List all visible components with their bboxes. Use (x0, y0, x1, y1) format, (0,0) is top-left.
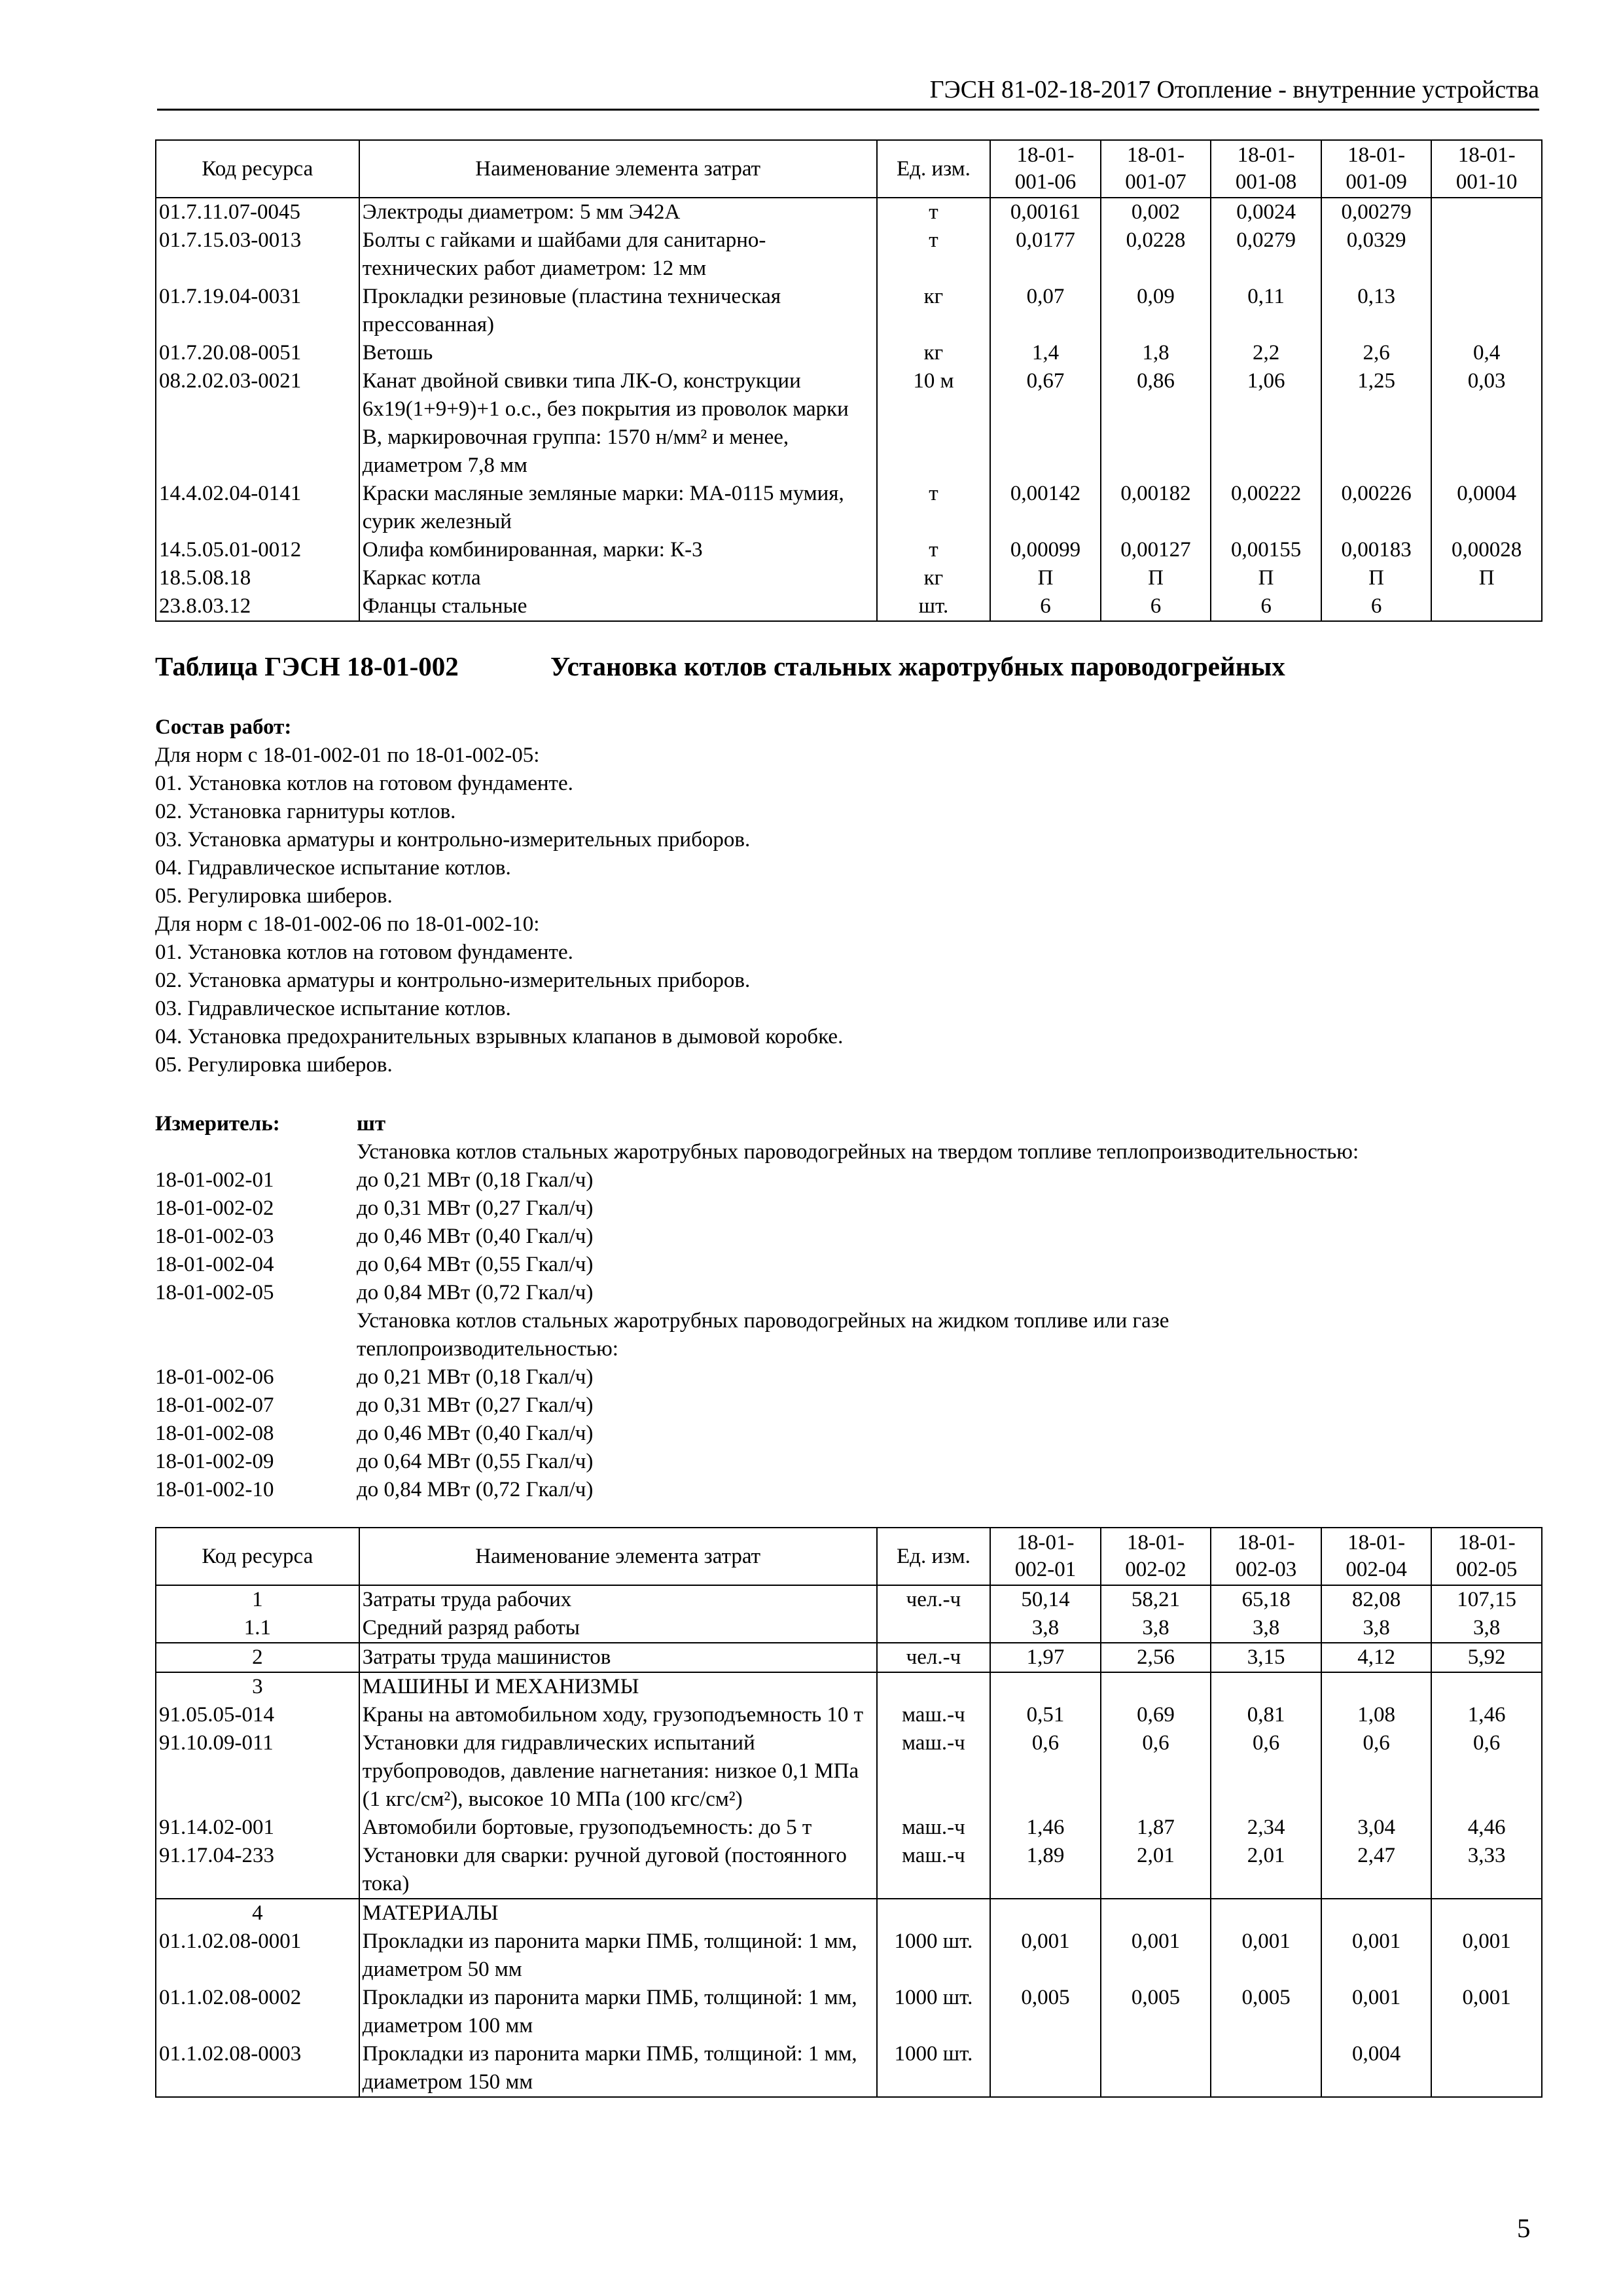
norm-value: 0,6 (990, 1729, 1101, 1814)
norm-value: 0,00155 (1211, 536, 1321, 564)
norm-value: 6 (1321, 592, 1432, 621)
norm-description: Установка котлов стальных жаротрубных пароводогрейных на твердом топливе теплопроизводительностью: (357, 1140, 1359, 1164)
table-number: Таблица ГЭСН 18-01-002 (155, 651, 459, 681)
norm-description: до 0,21 МВт (0,18 Гкал/ч) (357, 1168, 594, 1192)
norm-value: 0,09 (1101, 283, 1211, 339)
resource-code: 23.8.03.12 (156, 592, 359, 621)
works-line: 02. Установка гарнитуры котлов. (155, 800, 456, 823)
meter-unit: шт (357, 1112, 386, 1136)
norm-value: 0,001 (1431, 1928, 1542, 1984)
resource-unit: 1000 шт. (877, 2040, 991, 2097)
page-header: ГЭСН 81-02-18-2017 Отопление - внутренние устройства (157, 73, 1539, 111)
works-line: Для норм с 18-01-002-06 по 18-01-002-10: (155, 912, 540, 936)
resource-name: Ветошь (359, 339, 877, 367)
norm-value: 65,18 (1211, 1585, 1321, 1614)
resource-unit: кг (877, 564, 991, 592)
norm-value: 0,6 (1431, 1729, 1542, 1814)
meter-block (155, 1110, 1543, 1504)
norm-value: 0,00183 (1321, 536, 1432, 564)
norm-value: 0,004 (1321, 2040, 1432, 2097)
col-header-norm: 18-01- 002-05 (1431, 1528, 1542, 1585)
table-name: Установка котлов стальных жаротрубных пароводогрейных (550, 651, 1285, 681)
meter-row (155, 1391, 1543, 1420)
table-row (156, 592, 1542, 621)
norm-value (1431, 226, 1542, 283)
norm-value: 0,00142 (990, 480, 1101, 536)
col-header-norm: 18-01- 002-04 (1321, 1528, 1432, 1585)
table-row (156, 1585, 1542, 1614)
norm-code: 18-01-002-04 (155, 1253, 274, 1276)
norm-value: 0,00028 (1431, 536, 1542, 564)
resource-name: Болты с гайками и шайбами для санитарно-технических работ диаметром: 12 мм (359, 226, 877, 283)
resource-unit: т (877, 536, 991, 564)
table-row (156, 536, 1542, 564)
table-row (156, 1701, 1542, 1729)
norm-value: 4,12 (1321, 1643, 1432, 1672)
resource-code: 18.5.08.18 (156, 564, 359, 592)
norm-value: 0,002 (1101, 198, 1211, 226)
norm-value (1211, 1672, 1321, 1701)
resource-code: 01.1.02.08-0002 (156, 1984, 359, 2040)
norm-description: до 0,46 МВт (0,40 Гкал/ч) (357, 1422, 594, 1445)
works-line: 05. Регулировка шиберов. (155, 1053, 393, 1077)
works-composition (155, 713, 843, 1079)
meter-row (155, 1223, 1543, 1251)
norm-code: 18-01-002-01 (155, 1168, 274, 1192)
col-header-code: Код ресурса (156, 1528, 359, 1585)
norm-value: 1,4 (990, 339, 1101, 367)
resource-name: МАШИНЫ И МЕХАНИЗМЫ (359, 1672, 877, 1701)
norm-value: 2,47 (1321, 1842, 1432, 1899)
resource-unit: маш.-ч (877, 1842, 991, 1899)
resource-code: 1.1 (156, 1614, 359, 1643)
resource-name: Прокладки из паронита марки ПМБ, толщиной: 1 мм, диаметром 100 мм (359, 1984, 877, 2040)
resource-unit: 1000 шт. (877, 1928, 991, 1984)
norm-description: до 0,84 МВт (0,72 Гкал/ч) (357, 1281, 594, 1304)
norm-value: 0,0177 (990, 226, 1101, 283)
resource-unit (877, 1614, 991, 1643)
norm-value (1211, 1899, 1321, 1928)
col-header-name: Наименование элемента затрат (359, 1528, 877, 1585)
resource-name: Электроды диаметром: 5 мм Э42А (359, 198, 877, 226)
norm-value (1321, 1899, 1432, 1928)
table-row (156, 564, 1542, 592)
norm-value: 0,0279 (1211, 226, 1321, 283)
resource-code: 01.7.15.03-0013 (156, 226, 359, 283)
norm-value: 0,0004 (1431, 480, 1542, 536)
norm-value: 0,005 (1211, 1984, 1321, 2040)
resource-unit (877, 1672, 991, 1701)
table-row (156, 367, 1542, 480)
norm-description: до 0,31 МВт (0,27 Гкал/ч) (357, 1196, 594, 1220)
meter-row (155, 1166, 1543, 1194)
norm-value: 3,04 (1321, 1814, 1432, 1842)
norm-value: 0,001 (1101, 1928, 1211, 1984)
table-row (156, 283, 1542, 339)
norm-value (1321, 1672, 1432, 1701)
works-heading: Состав работ: (155, 715, 292, 739)
table-row (156, 1814, 1542, 1842)
norm-value: 0,0228 (1101, 226, 1211, 283)
resource-code: 91.05.05-014 (156, 1701, 359, 1729)
norm-value: 4,46 (1431, 1814, 1542, 1842)
norm-value: 3,8 (1431, 1614, 1542, 1643)
works-line: 03. Гидравлическое испытание котлов. (155, 997, 511, 1020)
works-line: Для норм с 18-01-002-01 по 18-01-002-05: (155, 744, 540, 767)
norm-value: 1,06 (1211, 367, 1321, 480)
resource-unit: т (877, 480, 991, 536)
norm-value: 0,6 (1321, 1729, 1432, 1814)
norm-code: 18-01-002-02 (155, 1196, 274, 1220)
resource-name: Фланцы стальные (359, 592, 877, 621)
works-line: 03. Установка арматуры и контрольно-измерительных приборов. (155, 828, 751, 852)
norm-value (1431, 592, 1542, 621)
norm-code (155, 1138, 357, 1166)
meter-row (155, 1279, 1543, 1307)
norm-value (990, 1672, 1101, 1701)
norm-value: 0,81 (1211, 1701, 1321, 1729)
resource-name: Затраты труда машинистов (359, 1643, 877, 1672)
norm-value (1101, 1672, 1211, 1701)
norm-value: 0,0329 (1321, 226, 1432, 283)
norm-value: 58,21 (1101, 1585, 1211, 1614)
resource-code: 01.7.11.07-0045 (156, 198, 359, 226)
resource-unit: кг (877, 339, 991, 367)
norm-value: 0,03 (1431, 367, 1542, 480)
table-row (156, 1984, 1542, 2040)
meter-row (155, 1448, 1543, 1476)
resource-unit: кг (877, 283, 991, 339)
norm-value: 0,005 (990, 1984, 1101, 2040)
norm-code (155, 1335, 357, 1363)
norm-value (1431, 283, 1542, 339)
norm-description: до 0,84 МВт (0,72 Гкал/ч) (357, 1478, 594, 1501)
table-row (156, 226, 1542, 283)
resource-code: 08.2.02.03-0021 (156, 367, 359, 480)
norm-value: 1,8 (1101, 339, 1211, 367)
norm-value: 2,34 (1211, 1814, 1321, 1842)
norm-value: 2,56 (1101, 1643, 1211, 1672)
table-title (155, 649, 1285, 683)
resource-name: Установки для гидравлических испытаний трубопроводов, давление нагнетания: низкое 0,1 МПа (1 кгс/см²), высокое 10 МПа (100 кгс/см²) (359, 1729, 877, 1814)
resource-unit: чел.-ч (877, 1643, 991, 1672)
norm-value: 3,8 (1321, 1614, 1432, 1643)
norm-value: 0,6 (1211, 1729, 1321, 1814)
col-header-norm: 18-01- 002-02 (1101, 1528, 1211, 1585)
norm-value: 107,15 (1431, 1585, 1542, 1614)
norm-value: 0,001 (1321, 1928, 1432, 1984)
resource-code: 2 (156, 1643, 359, 1672)
resource-name: Прокладки из паронита марки ПМБ, толщиной: 1 мм, диаметром 50 мм (359, 1928, 877, 1984)
resource-code: 91.10.09-011 (156, 1729, 359, 1814)
norm-value: 2,01 (1101, 1842, 1211, 1899)
norm-value: 0,00161 (990, 198, 1101, 226)
norm-value: 6 (990, 592, 1101, 621)
table-row (156, 1614, 1542, 1643)
norm-value: 0,6 (1101, 1729, 1211, 1814)
col-header-name: Наименование элемента затрат (359, 140, 877, 198)
resource-unit: шт. (877, 592, 991, 621)
resource-unit: чел.-ч (877, 1585, 991, 1614)
norm-value: 0,11 (1211, 283, 1321, 339)
meter-row (155, 1194, 1543, 1223)
table-row (156, 1643, 1542, 1672)
norm-value: 0,00226 (1321, 480, 1432, 536)
norm-value: 1,46 (990, 1814, 1101, 1842)
resource-name: Каркас котла (359, 564, 877, 592)
resource-unit (877, 1899, 991, 1928)
resource-name: Краски масляные земляные марки: МА-0115 мумия, сурик железный (359, 480, 877, 536)
works-line: 04. Гидравлическое испытание котлов. (155, 856, 511, 880)
norm-description: Установка котлов стальных жаротрубных пароводогрейных на жидком топливе или газе (357, 1309, 1169, 1333)
resource-code: 1 (156, 1585, 359, 1614)
norm-value: 0,13 (1321, 283, 1432, 339)
resource-code: 01.1.02.08-0001 (156, 1928, 359, 1984)
norm-description: до 0,46 МВт (0,40 Гкал/ч) (357, 1225, 594, 1248)
works-line: 02. Установка арматуры и контрольно-измерительных приборов. (155, 969, 751, 992)
norm-value (1431, 1899, 1542, 1928)
norm-value: 0,001 (1431, 1984, 1542, 2040)
resource-code: 14.5.05.01-0012 (156, 536, 359, 564)
meter-row (155, 1363, 1543, 1391)
col-header-unit: Ед. изм. (877, 140, 991, 198)
resource-unit: т (877, 198, 991, 226)
norm-value: 82,08 (1321, 1585, 1432, 1614)
norm-value: 2,2 (1211, 339, 1321, 367)
norm-value: 3,8 (1101, 1614, 1211, 1643)
resource-table-002 (155, 1527, 1543, 2098)
resource-code: 91.17.04-233 (156, 1842, 359, 1899)
norm-value: 2,01 (1211, 1842, 1321, 1899)
norm-value: 6 (1101, 592, 1211, 621)
norm-code: 18-01-002-09 (155, 1450, 274, 1473)
norm-value: 0,001 (1211, 1928, 1321, 1984)
works-line: 04. Установка предохранительных взрывных клапанов в дымовой коробке. (155, 1025, 844, 1049)
norm-value: 0,69 (1101, 1701, 1211, 1729)
norm-value: 1,89 (990, 1842, 1101, 1899)
meter-row (155, 1307, 1543, 1335)
norm-value: П (1321, 564, 1432, 592)
resource-name: МАТЕРИАЛЫ (359, 1899, 877, 1928)
norm-description: теплопроизводительностью: (357, 1337, 618, 1361)
resource-name: Прокладки из паронита марки ПМБ, толщиной: 1 мм, диаметром 150 мм (359, 2040, 877, 2097)
resource-name: Канат двойной свивки типа ЛК-О, конструкции 6х19(1+9+9)+1 о.с., без покрытия из проволок марки В, маркировочная группа: 1570 н/мм² и менее, диаметром 7,8 мм (359, 367, 877, 480)
col-header-unit: Ед. изм. (877, 1528, 991, 1585)
resource-name: Краны на автомобильном ходу, грузоподъемность 10 т (359, 1701, 877, 1729)
norm-value: 3,15 (1211, 1643, 1321, 1672)
resource-unit: маш.-ч (877, 1701, 991, 1729)
col-header-code: Код ресурса (156, 140, 359, 198)
norm-value: 1,46 (1431, 1701, 1542, 1729)
resource-unit: маш.-ч (877, 1814, 991, 1842)
norm-value: 0,001 (990, 1928, 1101, 1984)
page-number: 5 (1517, 2213, 1531, 2243)
col-header-norm: 18-01- 001-10 (1431, 140, 1542, 198)
norm-value (1431, 2040, 1542, 2097)
resource-code: 14.4.02.04-0141 (156, 480, 359, 536)
norm-value (1431, 1672, 1542, 1701)
col-header-norm: 18-01- 002-01 (990, 1528, 1101, 1585)
col-header-norm: 18-01- 001-06 (990, 140, 1101, 198)
meter-label: Измеритель: (155, 1112, 280, 1136)
norm-code: 18-01-002-10 (155, 1478, 274, 1501)
works-line: 01. Установка котлов на готовом фундаменте. (155, 772, 573, 795)
norm-value: 3,33 (1431, 1842, 1542, 1899)
resource-code: 4 (156, 1899, 359, 1928)
resource-code: 01.7.20.08-0051 (156, 339, 359, 367)
col-header-norm: 18-01- 001-07 (1101, 140, 1211, 198)
resource-unit: маш.-ч (877, 1729, 991, 1814)
norm-value: 5,92 (1431, 1643, 1542, 1672)
works-line: 01. Установка котлов на готовом фундаменте. (155, 941, 573, 964)
norm-code: 18-01-002-06 (155, 1365, 274, 1389)
resource-unit: 1000 шт. (877, 1984, 991, 2040)
meter-row (155, 1138, 1543, 1166)
norm-value: 3,8 (990, 1614, 1101, 1643)
resource-table-001 (155, 139, 1543, 622)
norm-value: 0,00279 (1321, 198, 1432, 226)
norm-value (1101, 2040, 1211, 2097)
norm-value (1431, 198, 1542, 226)
resource-name: Автомобили бортовые, грузоподъемность: до 5 т (359, 1814, 877, 1842)
norm-value (990, 1899, 1101, 1928)
table-row (156, 339, 1542, 367)
norm-value: 2,6 (1321, 339, 1432, 367)
table-row (156, 2040, 1542, 2097)
resource-name: Прокладки резиновые (пластина техническая прессованная) (359, 283, 877, 339)
resource-name: Установки для сварки: ручной дуговой (постоянного тока) (359, 1842, 877, 1899)
norm-value: 0,86 (1101, 367, 1211, 480)
table-row (156, 1729, 1542, 1814)
resource-name: Олифа комбинированная, марки: К-3 (359, 536, 877, 564)
norm-value (990, 2040, 1101, 2097)
meter-row (155, 1335, 1543, 1363)
table-row (156, 198, 1542, 226)
norm-value: 0,00099 (990, 536, 1101, 564)
norm-value: 0,00182 (1101, 480, 1211, 536)
norm-description: до 0,64 МВт (0,55 Гкал/ч) (357, 1253, 594, 1276)
table-row (156, 1928, 1542, 1984)
norm-description: до 0,64 МВт (0,55 Гкал/ч) (357, 1450, 594, 1473)
norm-value: 0,4 (1431, 339, 1542, 367)
resource-code: 01.7.19.04-0031 (156, 283, 359, 339)
norm-value: 0,001 (1321, 1984, 1432, 2040)
norm-value: 50,14 (990, 1585, 1101, 1614)
norm-value: 0,07 (990, 283, 1101, 339)
norm-value: 0,00127 (1101, 536, 1211, 564)
meter-row (155, 1420, 1543, 1448)
meter-row (155, 1476, 1543, 1504)
norm-value: П (1431, 564, 1542, 592)
table-row (156, 480, 1542, 536)
norm-value: 0,51 (990, 1701, 1101, 1729)
norm-value: 1,97 (990, 1643, 1101, 1672)
table-row (156, 1899, 1542, 1928)
norm-value: 6 (1211, 592, 1321, 621)
norm-value (1101, 1899, 1211, 1928)
resource-code: 91.14.02-001 (156, 1814, 359, 1842)
norm-value: 3,8 (1211, 1614, 1321, 1643)
meter-row (155, 1251, 1543, 1279)
norm-code: 18-01-002-07 (155, 1393, 274, 1417)
norm-code: 18-01-002-08 (155, 1422, 274, 1445)
resource-unit: 10 м (877, 367, 991, 480)
norm-value: 1,25 (1321, 367, 1432, 480)
table-row (156, 1842, 1542, 1899)
col-header-norm: 18-01- 002-03 (1211, 1528, 1321, 1585)
table-row (156, 1672, 1542, 1701)
col-header-norm: 18-01- 001-08 (1211, 140, 1321, 198)
resource-unit: т (877, 226, 991, 283)
norm-value: 0,0024 (1211, 198, 1321, 226)
norm-value: П (1101, 564, 1211, 592)
norm-value: 1,08 (1321, 1701, 1432, 1729)
norm-description: до 0,21 МВт (0,18 Гкал/ч) (357, 1365, 594, 1389)
resource-name: Средний разряд работы (359, 1614, 877, 1643)
norm-value (1211, 2040, 1321, 2097)
resource-code: 01.1.02.08-0003 (156, 2040, 359, 2097)
resource-code: 3 (156, 1672, 359, 1701)
norm-value: 0,00222 (1211, 480, 1321, 536)
norm-value: 0,67 (990, 367, 1101, 480)
norm-value: 1,87 (1101, 1814, 1211, 1842)
norm-code (155, 1307, 357, 1335)
works-line: 05. Регулировка шиберов. (155, 884, 393, 908)
norm-description: до 0,31 МВт (0,27 Гкал/ч) (357, 1393, 594, 1417)
norm-code: 18-01-002-05 (155, 1281, 274, 1304)
norm-code: 18-01-002-03 (155, 1225, 274, 1248)
norm-value: П (990, 564, 1101, 592)
resource-name: Затраты труда рабочих (359, 1585, 877, 1614)
col-header-norm: 18-01- 001-09 (1321, 140, 1432, 198)
norm-value: П (1211, 564, 1321, 592)
norm-value: 0,005 (1101, 1984, 1211, 2040)
